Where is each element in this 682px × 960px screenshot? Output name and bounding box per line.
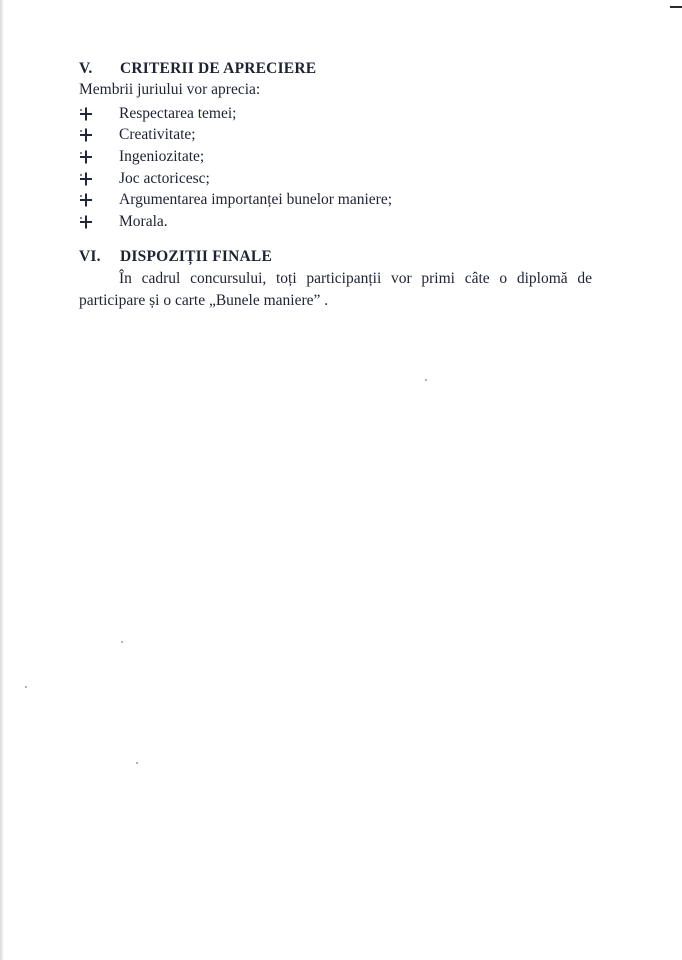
dagger-cross-icon: [79, 172, 119, 186]
section-vi-heading: [79, 248, 272, 266]
criteria-item-label: Creativitate;: [119, 126, 196, 144]
dagger-cross-icon: [79, 128, 119, 142]
section-vi-title: DISPOZIȚII FINALE: [120, 248, 272, 265]
criteria-item: [79, 125, 392, 147]
criteria-item: [79, 103, 392, 125]
criteria-item: [79, 168, 392, 190]
criteria-item-label: Joc actoricesc;: [119, 169, 210, 187]
section-vi-number: VI.: [79, 248, 101, 265]
criteria-item-label: Respectarea temei;: [119, 104, 237, 122]
criteria-item-label: Argumentarea importanței bunelor maniere;: [119, 191, 393, 209]
section-v-intro: Membrii juriului vor aprecia:: [79, 81, 261, 98]
criteria-item: [79, 211, 392, 233]
dagger-cross-icon: [79, 150, 119, 164]
section-v-heading: [79, 60, 316, 78]
criteria-list: [79, 103, 392, 233]
criteria-item: [79, 189, 392, 211]
paper-speck: [25, 686, 27, 688]
dagger-cross-icon: [79, 107, 119, 121]
paper-speck: [425, 379, 427, 381]
dagger-cross-icon: [79, 215, 119, 229]
corner-mark: [670, 6, 682, 8]
paper-speck: [136, 762, 138, 764]
criteria-item: [79, 146, 392, 168]
criteria-item-label: Morala.: [119, 212, 168, 230]
page-edge: [0, 0, 4, 960]
criteria-item-label: Ingeniozitate;: [119, 147, 205, 165]
section-v-title: CRITERII DE APRECIERE: [120, 60, 317, 77]
section-vi-paragraph: În cadrul concursului, toți participanții vor primi câte o diplomă de participare și o carte „Bunele maniere” .: [79, 270, 592, 309]
dagger-cross-icon: [79, 193, 119, 207]
paper-speck: [121, 641, 123, 643]
section-v-number: V.: [79, 60, 93, 77]
